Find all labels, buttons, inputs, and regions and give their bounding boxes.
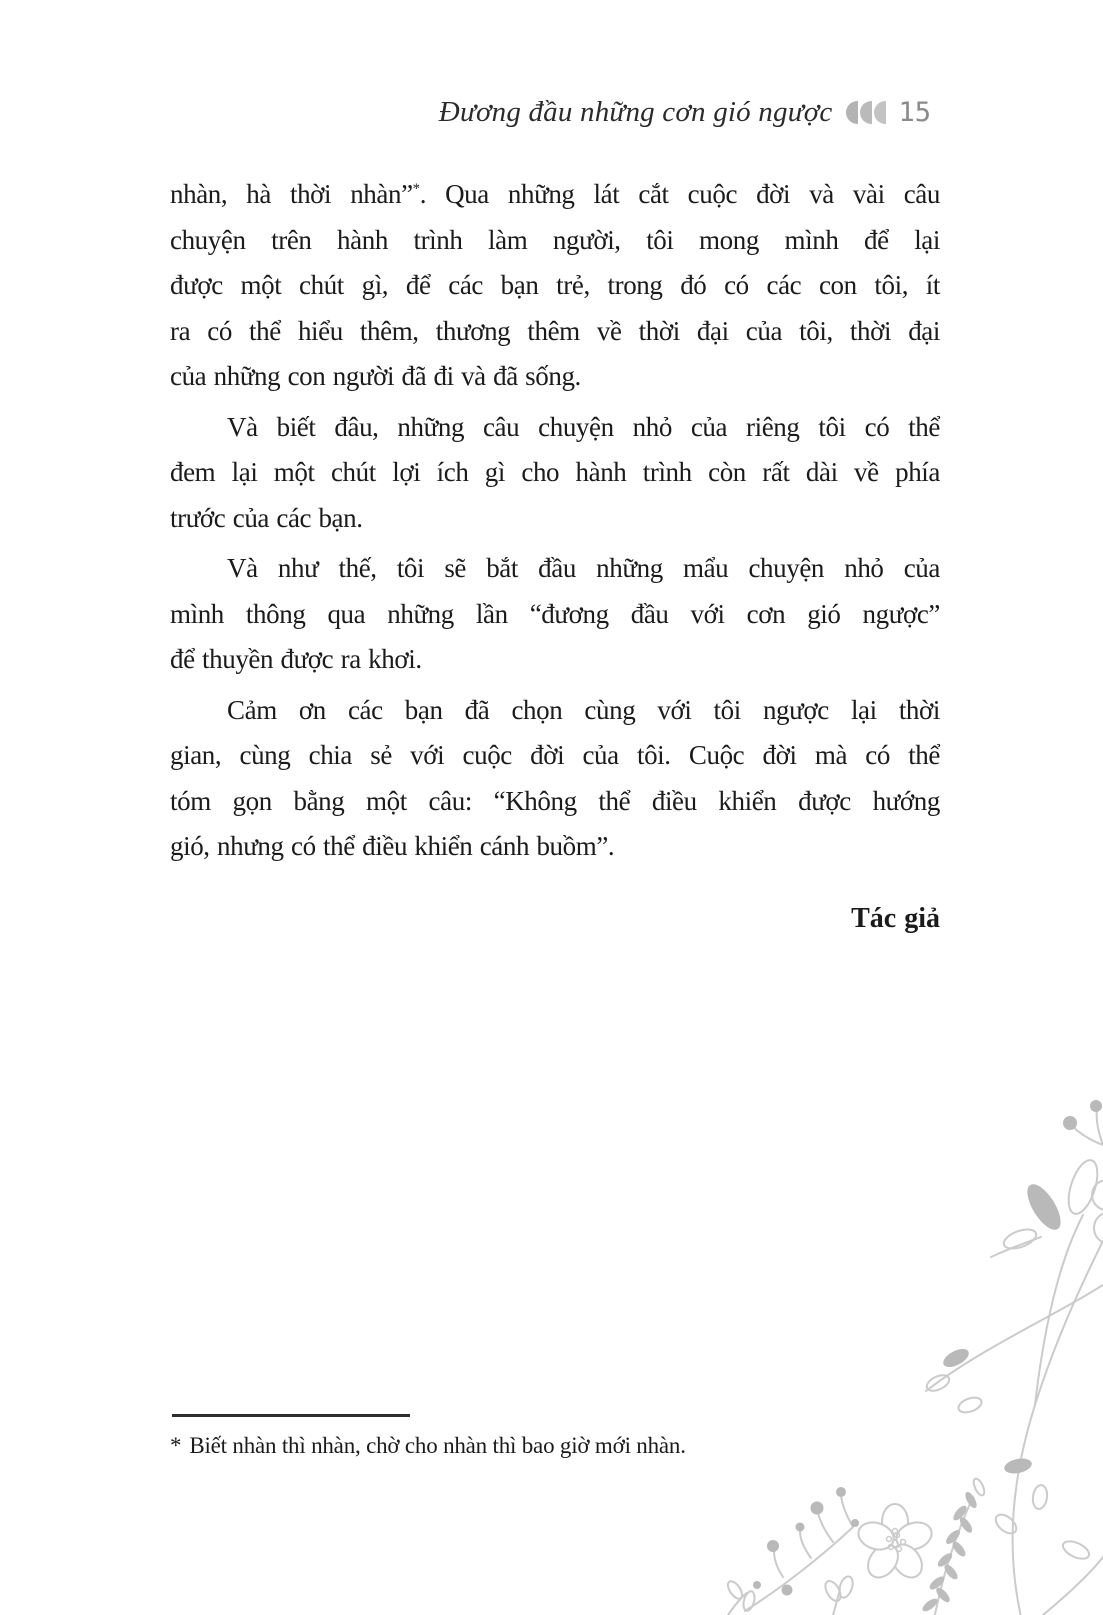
footnote-text: Biết nhàn thì nhàn, chờ cho nhàn thì bao giờ mới nhàn. xyxy=(189,1433,686,1458)
footnote xyxy=(170,1430,870,1462)
floral-ornament xyxy=(683,1045,1103,1615)
text-line: đem lại một chút lợi ích gì cho hành trình còn rất dài về phía xyxy=(170,457,940,487)
paragraph xyxy=(170,405,940,542)
paragraph xyxy=(170,172,940,400)
half-moon-icon xyxy=(846,101,858,124)
text-line: chuyện trên hành trình làm người, tôi mong mình để lại xyxy=(170,224,940,255)
text-line: Cảm ơn các bạn đã chọn cùng với tôi ngược lại thời xyxy=(227,694,940,725)
text-line: tóm gọn bằng một câu: “Không thể điều khiển được hướng xyxy=(170,785,940,816)
text-line: mình thông qua những lần “đương đầu với cơn gió ngược” xyxy=(170,598,940,629)
paragraph xyxy=(170,546,940,683)
text-line: Và biết đâu, những câu chuyện nhỏ của riêng tôi có thể xyxy=(227,411,940,442)
paragraph xyxy=(170,688,940,870)
text-line: của những con người đã đi và đã sống. xyxy=(170,361,581,391)
text-line: trước của các bạn. xyxy=(170,502,363,533)
author-signature: Tác giả xyxy=(851,902,940,934)
half-moon-icon xyxy=(860,101,872,124)
text-line: ra có thể hiểu thêm, thương thêm về thời đại của tôi, thời đại xyxy=(170,315,940,346)
header-separator xyxy=(846,101,886,124)
page-number: 15 xyxy=(898,97,931,128)
text-line: Và như thế, tôi sẽ bắt đầu những mẩu chuyện nhỏ của xyxy=(227,553,940,583)
body-text xyxy=(170,172,940,941)
text-line: được một chút gì, để các bạn trẻ, trong đó có các con tôi, ít xyxy=(170,270,940,300)
text-line: nhàn, hà thời nhàn”*. Qua những lát cắt cuộc đời và vài câu xyxy=(170,179,940,209)
paragraphs xyxy=(170,172,940,870)
footnote-marker: * xyxy=(170,1433,182,1458)
text-line: gian, cùng chia sẻ với cuộc đời của tôi. Cuộc đời mà có thể xyxy=(170,740,940,770)
page-header xyxy=(439,96,931,129)
footnote-rule xyxy=(172,1414,410,1417)
half-moon-icon xyxy=(874,101,886,124)
text-line: để thuyền được ra khơi. xyxy=(170,644,422,674)
text-line: gió, nhưng có thể điều khiển cánh buồm”. xyxy=(170,831,615,861)
running-title: Đương đầu những cơn gió ngược xyxy=(438,96,833,128)
